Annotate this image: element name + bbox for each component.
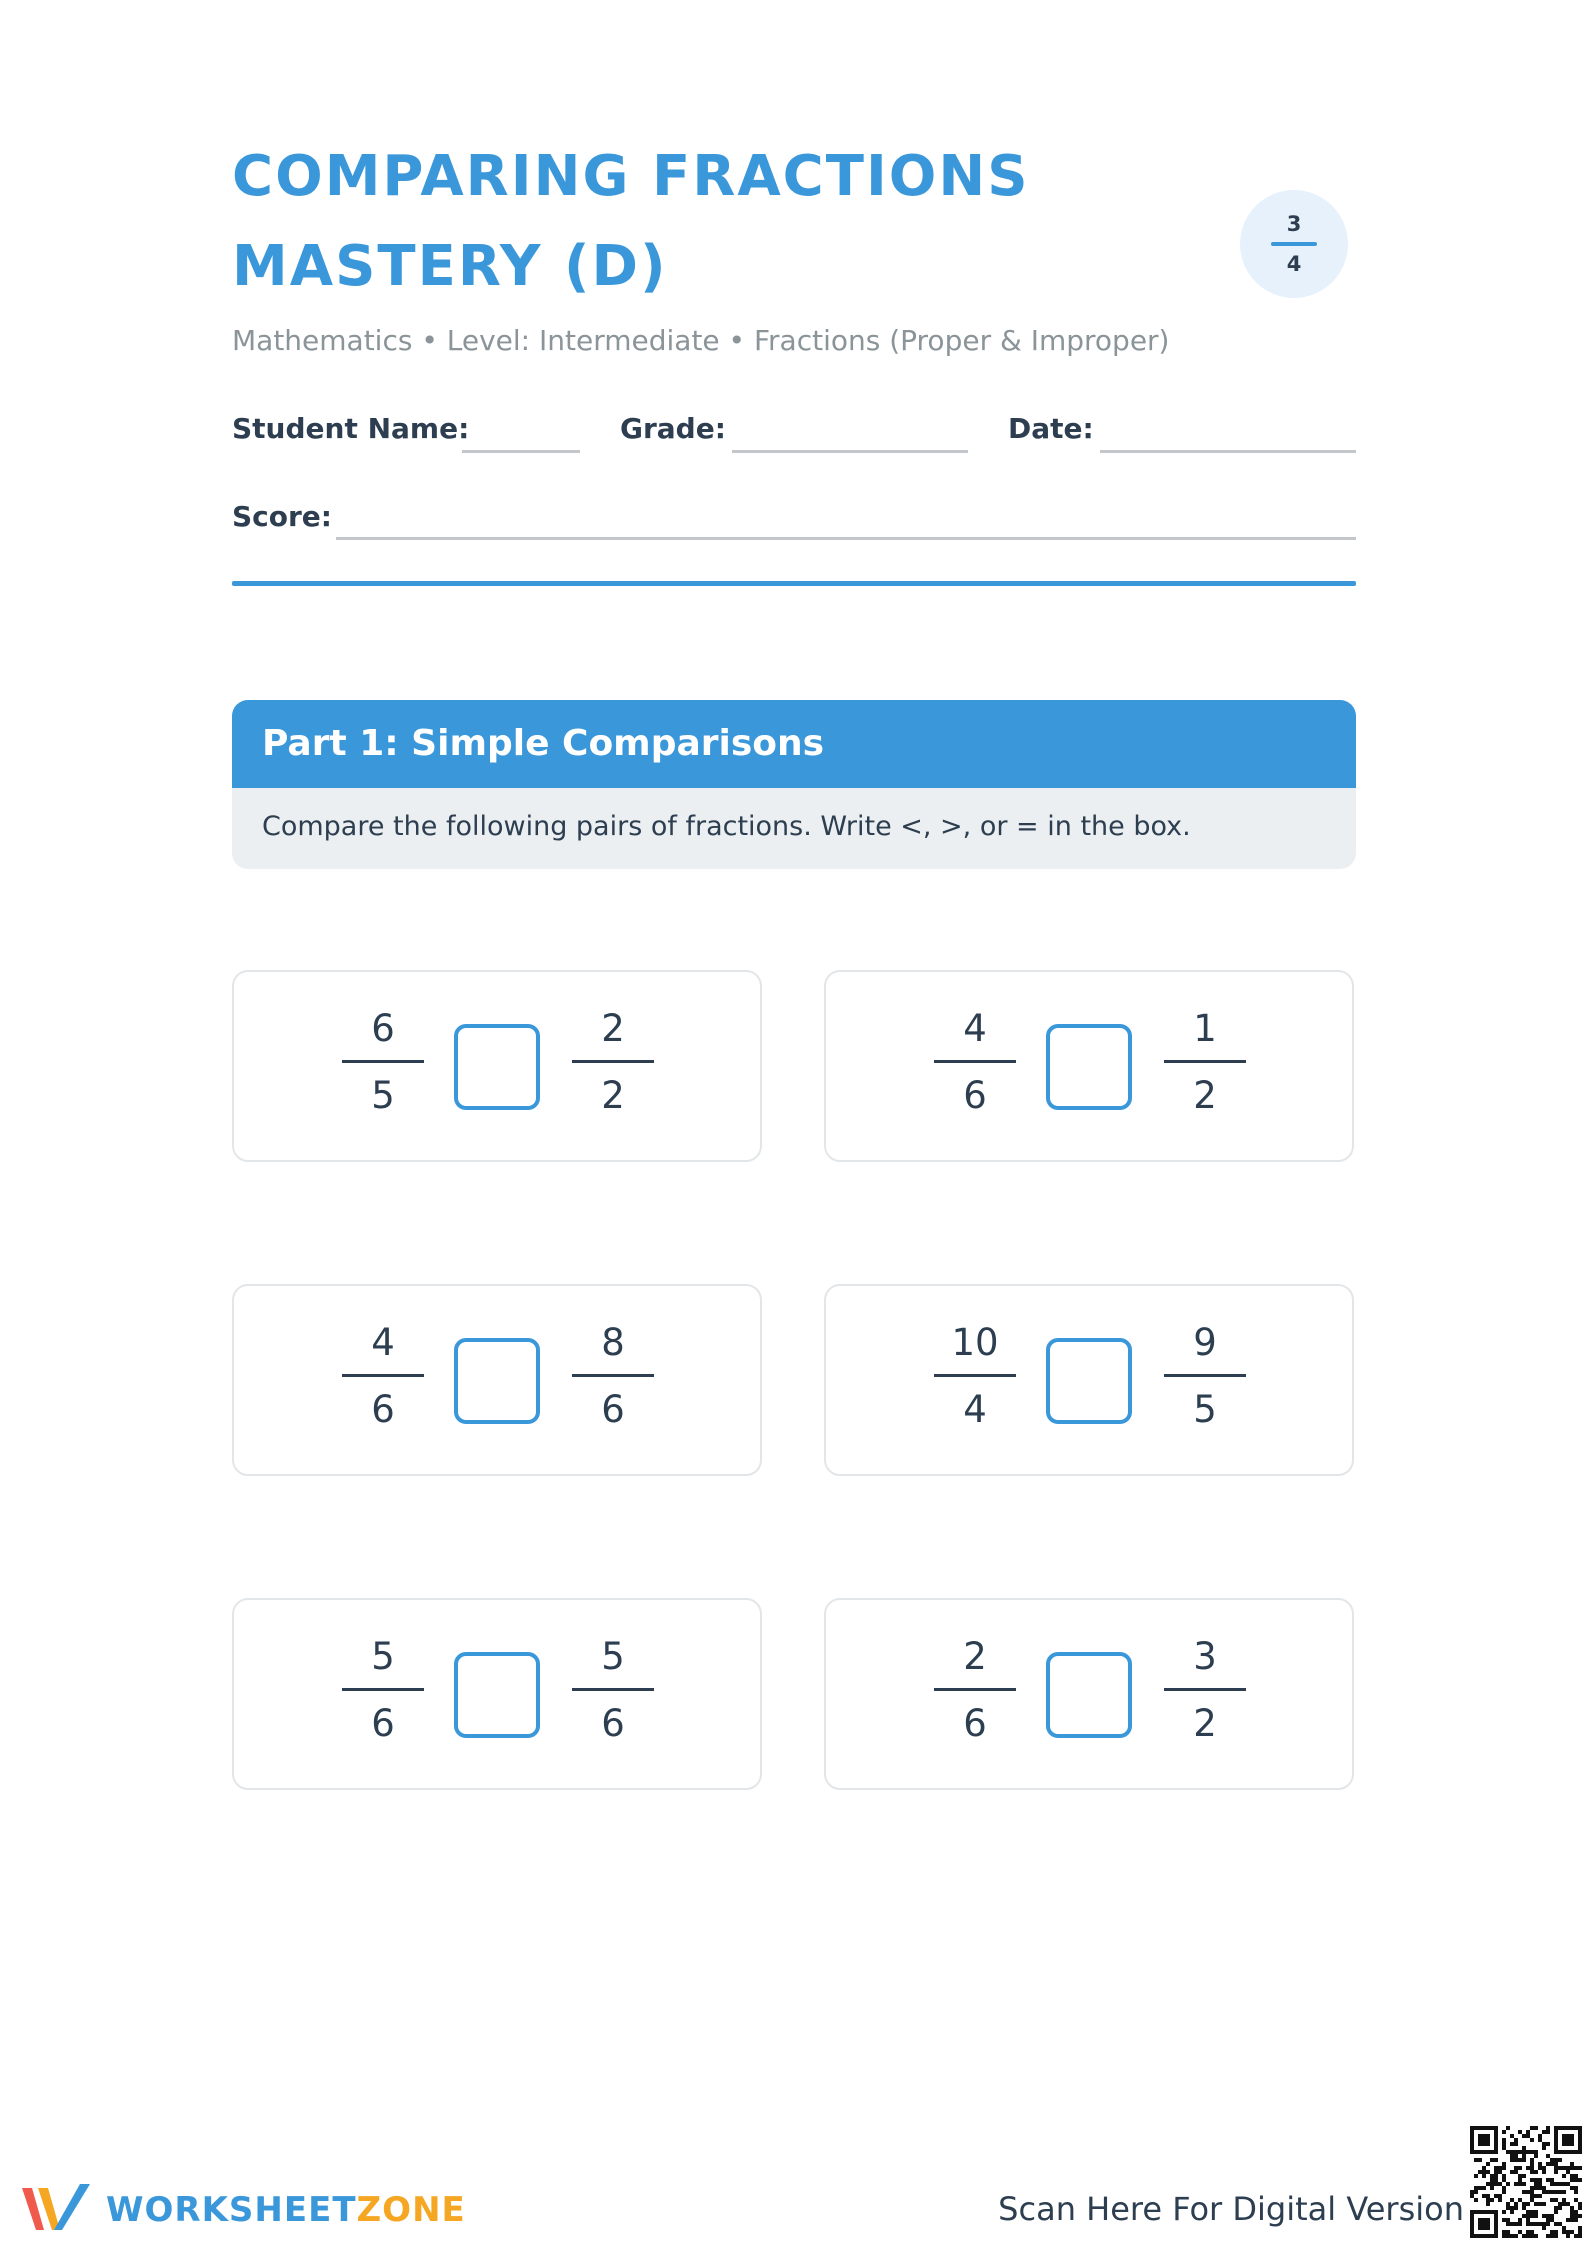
right-denominator: 2 (1193, 1702, 1217, 1745)
left-fraction-bar (342, 1688, 424, 1691)
right-fraction-bar (1164, 1688, 1246, 1691)
right-fraction-bar (572, 1688, 654, 1691)
left-fraction-bar (342, 1060, 424, 1063)
score-label: Score: (232, 500, 332, 533)
left-denominator: 6 (371, 1388, 395, 1431)
right-fraction (1164, 1636, 1246, 1745)
header-divider (232, 581, 1356, 586)
worksheet-subtitle: Mathematics • Level: Intermediate • Fractions (Proper & Improper) (232, 324, 1170, 357)
grade-line[interactable] (732, 450, 968, 453)
left-fraction (342, 1322, 424, 1431)
right-fraction-bar (572, 1374, 654, 1377)
left-fraction (934, 1008, 1016, 1117)
left-fraction (342, 1008, 424, 1117)
right-fraction-bar (572, 1060, 654, 1063)
right-fraction (572, 1322, 654, 1431)
left-denominator: 4 (963, 1388, 987, 1431)
left-numerator: 4 (963, 1007, 987, 1050)
right-denominator: 2 (1193, 1074, 1217, 1117)
brand-part-2: ZONE (356, 2190, 466, 2230)
problem-card (232, 1284, 762, 1476)
title-line-2: MASTERY (D) (232, 234, 668, 299)
left-numerator: 2 (963, 1635, 987, 1678)
section-title: Part 1: Simple Comparisons (232, 700, 1356, 788)
left-fraction (342, 1636, 424, 1745)
left-numerator: 4 (371, 1321, 395, 1364)
left-denominator: 6 (963, 1702, 987, 1745)
left-fraction-bar (342, 1374, 424, 1377)
answer-box[interactable] (454, 1338, 540, 1424)
answer-box[interactable] (1046, 1024, 1132, 1110)
scan-text: Scan Here For Digital Version (998, 2190, 1464, 2228)
student-name-line[interactable] (462, 450, 580, 453)
problem-card (232, 1598, 762, 1790)
left-denominator: 6 (371, 1702, 395, 1745)
title-line-1: COMPARING FRACTIONS (232, 144, 1030, 209)
right-fraction (572, 1636, 654, 1745)
answer-box[interactable] (454, 1024, 540, 1110)
right-denominator: 6 (601, 1702, 625, 1745)
badge-denominator: 4 (1286, 252, 1302, 276)
grade-label: Grade: (620, 412, 726, 445)
problem-card (824, 1284, 1354, 1476)
badge-numerator: 3 (1286, 212, 1302, 236)
answer-box[interactable] (454, 1652, 540, 1738)
badge-fraction-bar (1271, 242, 1317, 246)
right-denominator: 5 (1193, 1388, 1217, 1431)
left-denominator: 5 (371, 1074, 395, 1117)
right-fraction (572, 1008, 654, 1117)
right-fraction (1164, 1322, 1246, 1431)
right-numerator: 1 (1193, 1007, 1217, 1050)
left-fraction (934, 1322, 1016, 1431)
problem-card (824, 970, 1354, 1162)
right-fraction-bar (1164, 1060, 1246, 1063)
answer-box[interactable] (1046, 1652, 1132, 1738)
section-instruction: Compare the following pairs of fractions. Write <, >, or = in the box. (262, 811, 1191, 842)
left-fraction-bar (934, 1060, 1016, 1063)
left-fraction-bar (934, 1374, 1016, 1377)
left-denominator: 6 (963, 1074, 987, 1117)
part-1-section (232, 700, 1356, 869)
left-numerator: 10 (951, 1321, 999, 1364)
date-label: Date: (1008, 412, 1094, 445)
right-numerator: 5 (601, 1635, 625, 1678)
left-fraction-bar (934, 1688, 1016, 1691)
brand-part-1: WORKSHEET (106, 2190, 357, 2230)
left-numerator: 5 (371, 1635, 395, 1678)
right-numerator: 2 (601, 1007, 625, 1050)
date-line[interactable] (1100, 450, 1356, 453)
worksheet-title (232, 132, 1092, 312)
qr-code-icon[interactable] (1470, 2126, 1582, 2238)
problem-card (824, 1598, 1354, 1790)
right-numerator: 8 (601, 1321, 625, 1364)
right-fraction (1164, 1008, 1246, 1117)
score-line[interactable] (336, 537, 1356, 540)
answer-box[interactable] (1046, 1338, 1132, 1424)
right-numerator: 9 (1193, 1321, 1217, 1364)
problem-card (232, 970, 762, 1162)
right-denominator: 2 (601, 1074, 625, 1117)
worksheetzone-logo-icon (18, 2180, 94, 2236)
fraction-badge (1240, 190, 1348, 298)
left-fraction (934, 1636, 1016, 1745)
brand-name (106, 2190, 466, 2230)
left-numerator: 6 (371, 1007, 395, 1050)
right-numerator: 3 (1193, 1635, 1217, 1678)
right-fraction-bar (1164, 1374, 1246, 1377)
right-denominator: 6 (601, 1388, 625, 1431)
student-name-label: Student Name: (232, 412, 470, 445)
